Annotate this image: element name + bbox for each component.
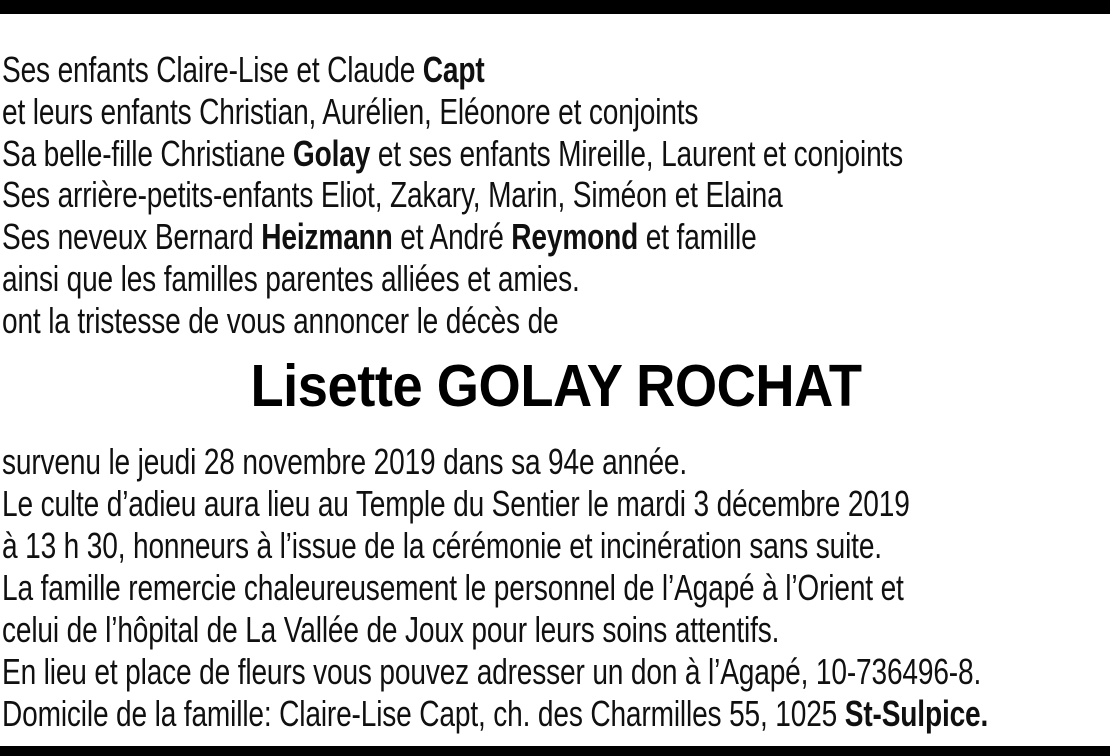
notice-line	[2, 258, 866, 300]
text-segment: et leurs enfants Christian, Aurélien, Eléonore et conjoints	[2, 90, 699, 132]
family-name-emphasis: Heizmann	[261, 216, 393, 258]
family-name-emphasis: Capt	[422, 49, 485, 90]
notice-line	[2, 49, 866, 91]
deceased-name: Lisette GOLAY ROCHAT	[250, 352, 862, 419]
family-name-emphasis: St-Sulpice.	[844, 692, 989, 734]
notice-line	[2, 132, 904, 175]
notice-details	[2, 441, 1110, 735]
bottom-rule	[0, 746, 1110, 756]
notice-line	[2, 482, 910, 525]
notice-line	[2, 174, 866, 216]
text-segment: ainsi que les familles parentes alliées et amies.	[2, 257, 580, 299]
notice-line	[2, 524, 882, 567]
text-segment: à 13 h 30, honneurs à l’issue de la cérémonie et incinération sans suite.	[2, 524, 882, 566]
text-segment: En lieu et place de fleurs vous pouvez adresser un don à l’Agapé, 10-736496-8.	[2, 650, 982, 692]
text-segment: Ses neveux Bernard	[2, 216, 262, 258]
notice-content	[2, 0, 1110, 735]
text-segment: Sa belle-fille Christiane	[2, 132, 293, 174]
text-segment: celui de l’hôpital de La Vallée de Joux pour leurs soins attentifs.	[2, 608, 780, 650]
text-segment: et André	[392, 216, 512, 258]
notice-line	[2, 692, 989, 735]
family-name-emphasis: Reymond	[511, 216, 639, 258]
text-segment: ont la tristesse de vous annoncer le décès de	[2, 299, 559, 341]
text-segment: Le culte d’adieu aura lieu au Temple du Sentier le mardi 3 décembre 2019	[2, 482, 910, 524]
notice-line	[2, 566, 904, 609]
notice-line	[2, 650, 982, 693]
notice-line	[2, 300, 866, 342]
text-segment: survenu le jeudi 28 novembre 2019 dans sa 94e année.	[2, 440, 688, 482]
text-segment: Domicile de la famille: Claire-Lise Capt, ch. des Charmilles 55, 1025	[2, 692, 845, 734]
text-segment: Ses arrière-petits-enfants Eliot, Zakary, Marin, Siméon et Elaina	[2, 174, 783, 216]
notice-line	[2, 441, 866, 483]
family-intro	[2, 49, 1110, 342]
text-segment: La famille remercie chaleureusement le personnel de l’Agapé à l’Orient et	[2, 566, 904, 608]
notice-line	[2, 91, 866, 133]
notice-line	[2, 609, 866, 651]
text-segment: et famille	[638, 216, 757, 258]
text-segment: Ses enfants Claire-Lise et Claude	[2, 49, 423, 90]
family-name-emphasis: Golay	[292, 132, 371, 174]
text-segment: et ses enfants Mireille, Laurent et conjoints	[370, 132, 904, 174]
notice-line	[2, 216, 866, 258]
